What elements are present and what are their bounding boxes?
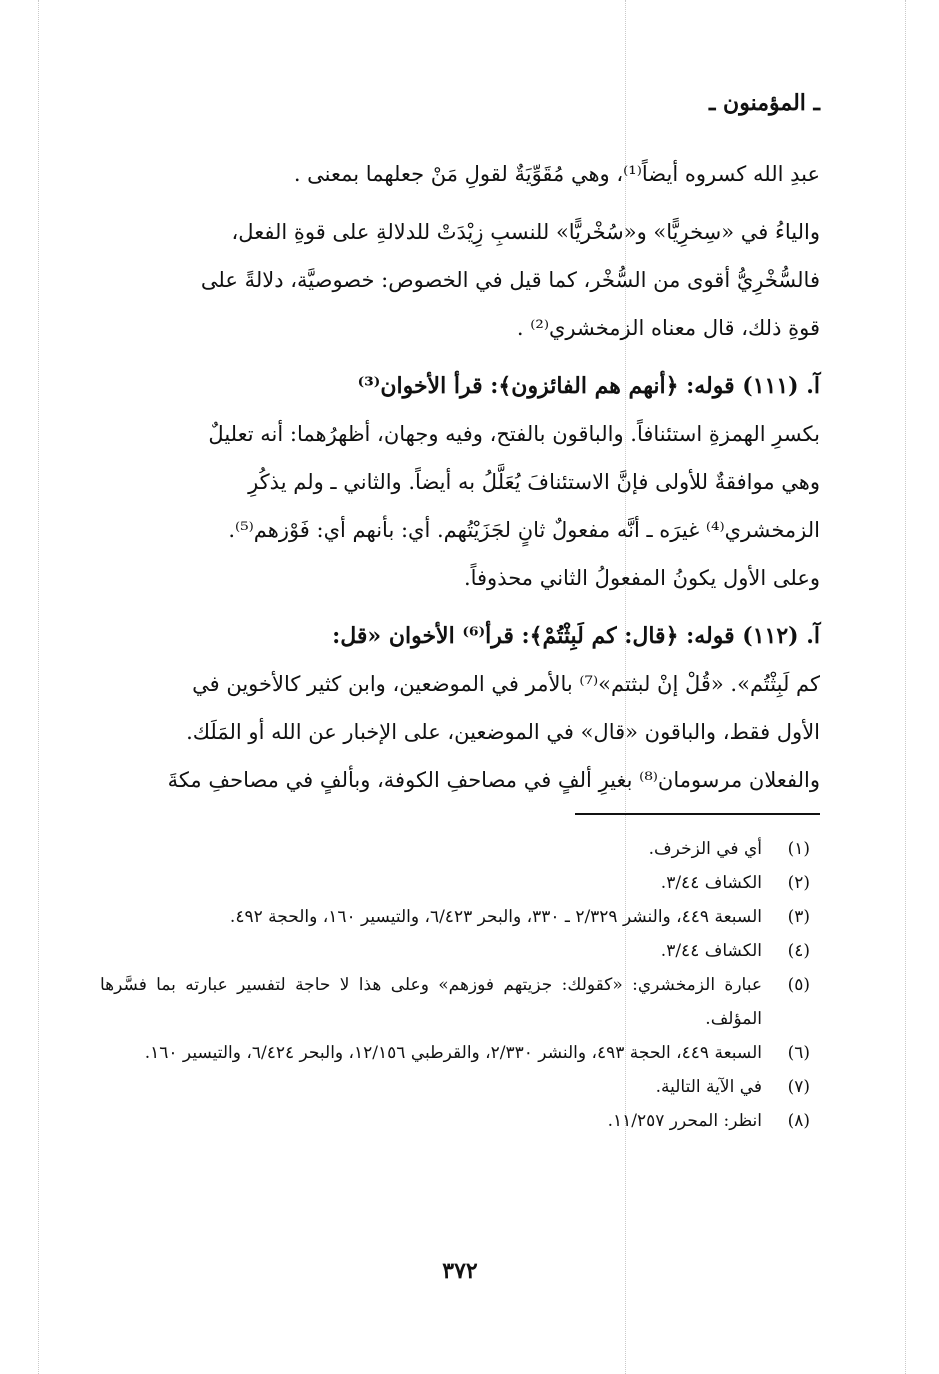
verse-heading: آ. (١١٢) قوله: ﴿قال: كم لَبِثْتُمْ﴾: قرأ⁽⁶⁾ الأخوان «قل: (332, 623, 820, 649)
scan-guide-line (905, 0, 906, 1374)
footnote-number: (٣) (787, 907, 810, 927)
footnote-text: الكشاف ٣/٤٤. (660, 941, 762, 961)
footnote-text: في الآية التالية. (655, 1077, 762, 1097)
footnote (100, 1070, 810, 1104)
footnote (100, 832, 810, 866)
paragraph (100, 612, 820, 804)
footnote (100, 866, 810, 900)
text-line: والفعلان مرسومان⁽⁸⁾ بغيرِ ألفٍ في مصاحفِ الكوفة، وبألفٍ في مصاحفِ مكةَ (167, 768, 820, 792)
text-line: عبدِ الله كسروه أيضاً⁽¹⁾، وهي مُقَوِّيَةٌ لقولِ مَنْ جعلهما بمعنى . (293, 162, 820, 186)
page-number: ٣٧٢ (442, 1258, 478, 1284)
text-line: فالسُّخْرِيُّ أقوى من السُّخْر، كما قيل في الخصوص: خصوصيَّة، دلالةً على (200, 268, 820, 292)
text-line: قوةِ ذلك، قال معناه الزمخشري⁽²⁾ . (516, 316, 820, 340)
footnote-number: (٥) (787, 975, 810, 995)
footnote-number: (٢) (787, 873, 810, 893)
footnote (100, 1104, 810, 1138)
footnote (100, 934, 810, 968)
paragraph (100, 362, 820, 602)
paragraph (100, 150, 820, 198)
footnote-text: السبعة ٤٤٩، والنشر ٢/٣٢٩ ـ ٣٣٠، والبحر ٦/٤٢٣، والتيسير ١٦٠، والحجة ٤٩٢. (229, 907, 762, 927)
footnote (100, 968, 810, 1036)
footnote (100, 900, 810, 934)
text-line: والياءُ في «سِخرِيًّا» و«سُخْريًّا» للنسبِ زِيْدَتْ للدلالةِ على قوةِ الفعل، (231, 220, 820, 244)
footnote-number: (٧) (787, 1077, 810, 1097)
footnote-number: (٦) (787, 1043, 810, 1063)
footnote-text: السبعة ٤٤٩، الحجة ٤٩٣، والنشر ٢/٣٣٠، والقرطبي ١٢/١٥٦، والبحر ٦/٤٢٤، والتيسير ١٦٠. (144, 1043, 762, 1063)
text-line: وهي موافقةٌ للأولى فإنَّ الاستئنافَ يُعَلَّلُ به أيضاً. والثاني ـ ولم يذكُرِ (248, 470, 820, 494)
paragraph (100, 208, 820, 352)
footnote-number: (١) (787, 839, 810, 859)
footnotes (100, 832, 810, 1138)
footnote-separator (575, 813, 820, 815)
footnote-text: أي في الزخرف. (648, 839, 762, 859)
page-body (100, 90, 820, 1284)
footnote-number: (٤) (787, 941, 810, 961)
text-line: الزمخشري⁽⁴⁾ غيرَه ـ أنَّه مفعولٌ ثانٍ لجَزَيْتُهم. أي: بأنهم أي: فَوْزهم⁽⁵⁾. (228, 518, 820, 542)
footnote-text: انظر: المحرر ١١/٢٥٧. (607, 1111, 762, 1131)
text-line: وعلى الأول يكونُ المفعولُ الثاني محذوفاً. (463, 566, 820, 590)
text-line: الأول فقط، والباقون «قال» في الموضعين، على الإخبار عن الله أو المَلَك. (186, 720, 820, 744)
text-line: بكسرِ الهمزةِ استئنافاً. والباقون بالفتح، وفيه وجهان، أظهرُهما: أنه تعليلٌ (208, 422, 820, 446)
footnote-text: عبارة الزمخشري: «كقولك: جزيتهم فوزهم» وعلى هذا لا حاجة لتفسير عبارته بما فسَّرها المؤلف. (100, 975, 762, 1029)
footnote-text: الكشاف ٣/٤٤. (660, 873, 762, 893)
text-line: كم لَبِثْتُم». «قُلْ إنْ لبثتم»⁽⁷⁾ بالأمر في الموضعين، وابن كثير كالأخوين في (192, 672, 820, 696)
scan-guide-line (38, 0, 39, 1374)
footnote (100, 1036, 810, 1070)
verse-heading: آ. (١١١) قوله: ﴿أنهم هم الفائزون﴾: قرأ الأخوان⁽³⁾ (357, 373, 820, 399)
footnote-number: (٨) (787, 1111, 810, 1131)
running-header: ـ المؤمنون ـ (708, 90, 820, 116)
